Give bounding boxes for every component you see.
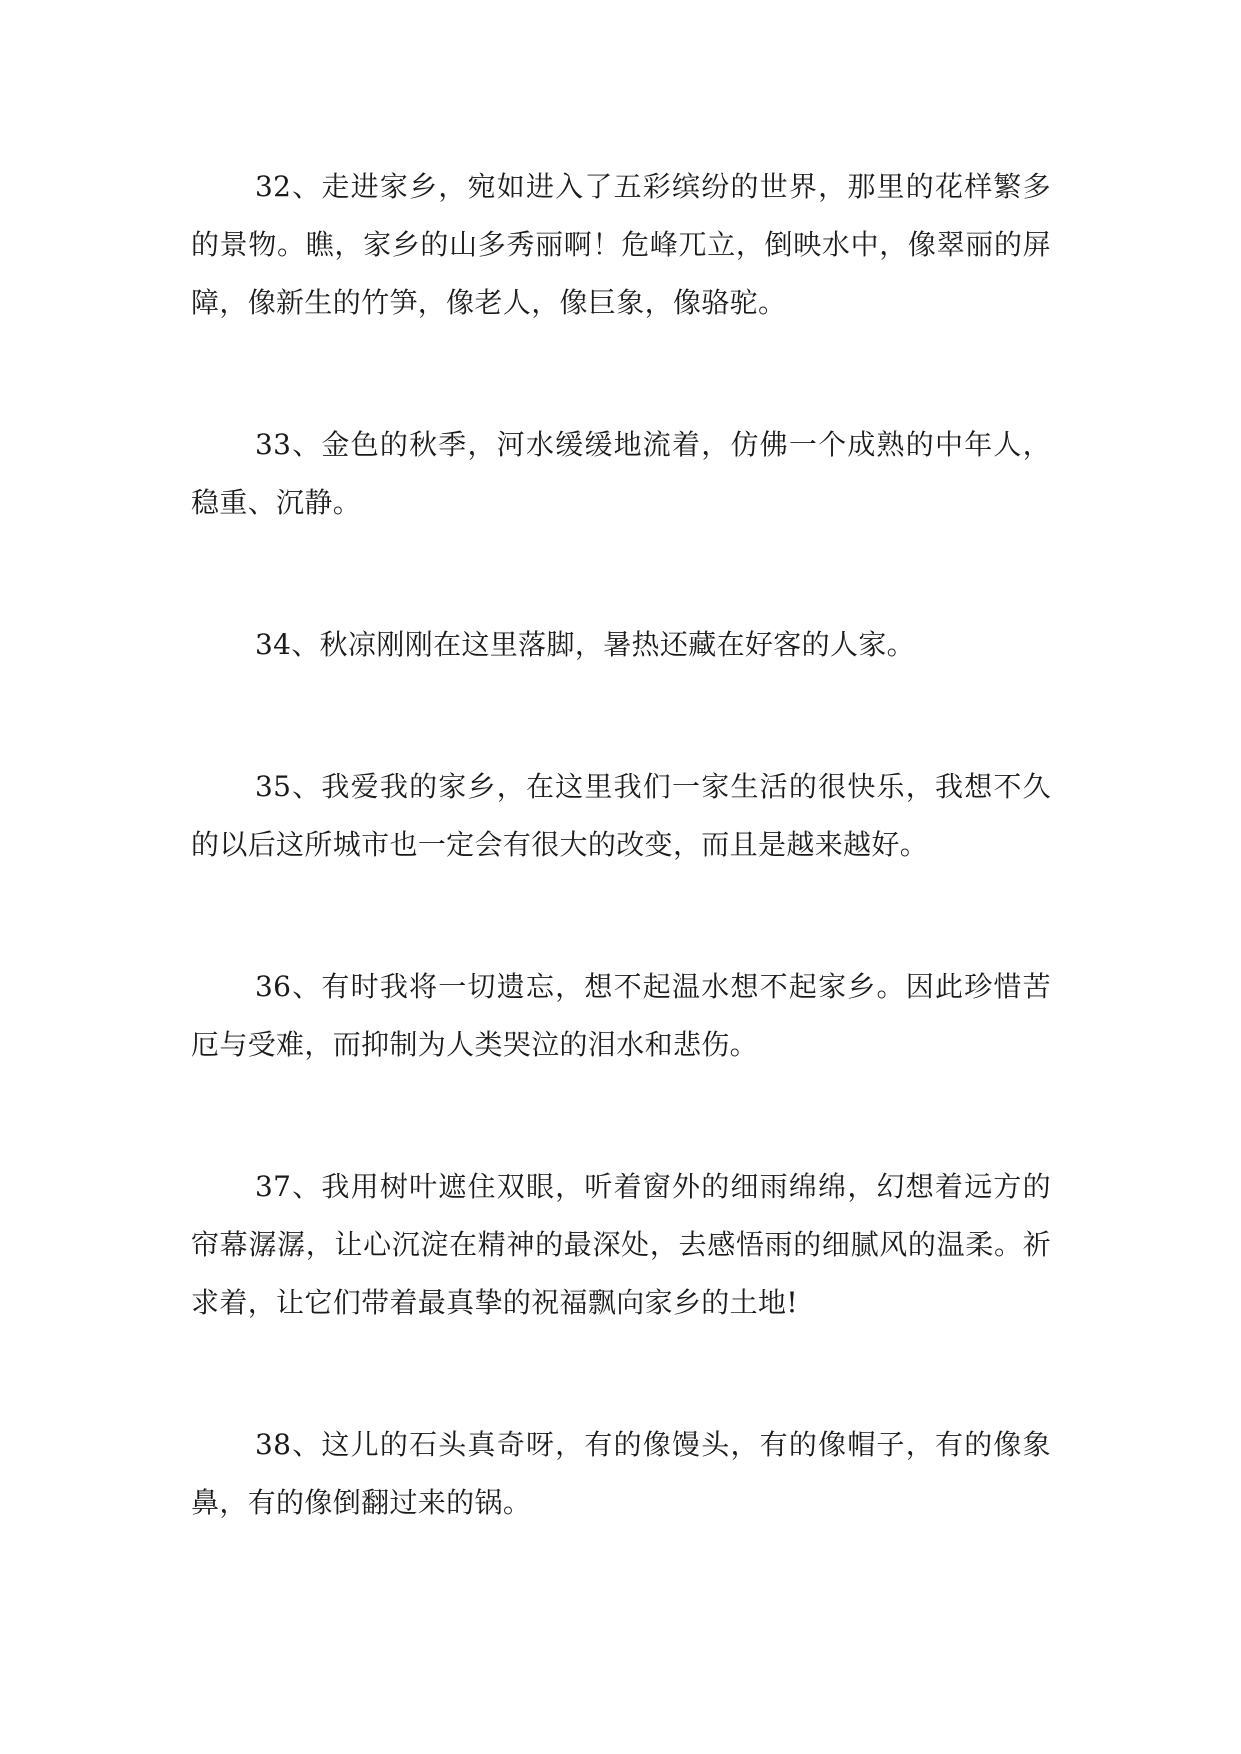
paragraph-37: 37、我用树叶遮住双眼，听着窗外的细雨绵绵，幻想着远方的帘幕潺潺，让心沉淀在精神的最深处，去感悟雨的细腻风的温柔。祈求着，让它们带着最真挚的祝福飘向家乡的土地!: [191, 1170, 1051, 1319]
paragraph-35: 35、我爱我的家乡，在这里我们一家生活的很快乐，我想不久的以后这所城市也一定会有很大的改变，而且是越来越好。: [191, 770, 1051, 861]
document-body: [191, 158, 1051, 1616]
paragraph-34: 34、秋凉刚刚在这里落脚，暑热还藏在好客的人家。: [255, 628, 916, 661]
paragraph-32: 32、走进家乡，宛如进入了五彩缤纷的世界，那里的花样繁多的景物。瞧，家乡的山多秀丽啊！危峰兀立，倒映水中，像翠丽的屏障，像新生的竹笋，像老人，像巨象，像骆驼。: [191, 170, 1051, 319]
paragraph-38: 38、这儿的石头真奇呀，有的像馒头，有的像帽子，有的像象鼻，有的像倒翻过来的锅。: [191, 1428, 1051, 1519]
paragraph-33: 33、金色的秋季，河水缓缓地流着，仿佛一个成熟的中年人，稳重、沉静。: [191, 428, 1051, 519]
paragraph-36: 36、有时我将一切遗忘，想不起温水想不起家乡。因此珍惜苦厄与受难，而抑制为人类哭泣的泪水和悲伤。: [191, 970, 1051, 1061]
